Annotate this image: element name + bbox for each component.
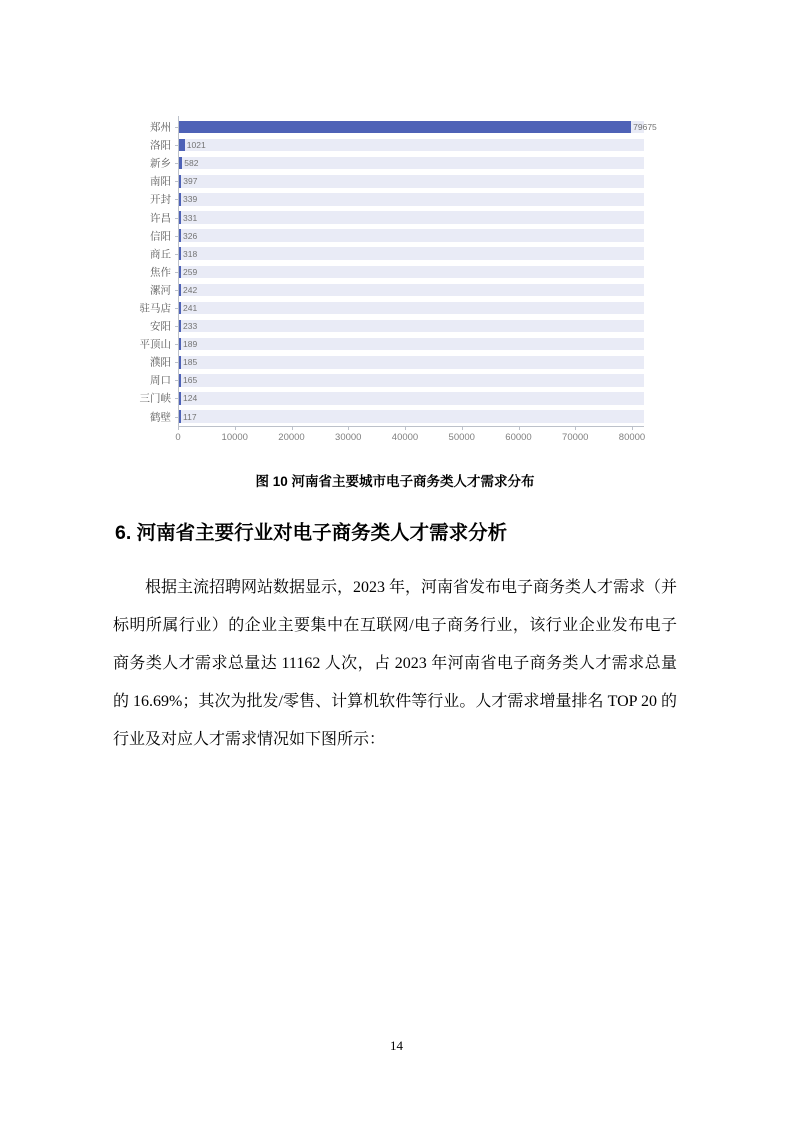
bar-track <box>179 356 644 369</box>
category-label: 平顶山 <box>139 338 171 351</box>
y-tick-mark <box>175 199 179 200</box>
y-tick-mark <box>175 290 179 291</box>
category-label: 驻马店 <box>139 302 171 315</box>
category-label: 许昌 <box>150 212 171 225</box>
chart-row <box>139 335 644 353</box>
y-tick-mark <box>175 127 179 128</box>
category-label: 商丘 <box>150 248 171 261</box>
value-label: 185 <box>183 357 198 368</box>
chart-row <box>150 154 644 172</box>
bar-track <box>179 284 644 297</box>
x-tick-label: 0 <box>175 431 181 443</box>
y-tick-mark <box>175 272 179 273</box>
x-tick-mark <box>575 427 576 430</box>
bar-track <box>179 157 644 170</box>
y-tick-mark <box>175 145 179 146</box>
x-tick-label: 40000 <box>391 431 419 443</box>
bar-chart <box>139 116 657 445</box>
bar-track <box>179 211 644 224</box>
value-label: 79675 <box>633 122 657 133</box>
x-tick-mark <box>235 427 236 430</box>
bar-track <box>179 139 644 152</box>
y-tick-mark <box>175 417 179 418</box>
value-label: 326 <box>183 230 198 241</box>
value-label: 189 <box>183 339 198 350</box>
bar-track <box>179 175 644 188</box>
body-paragraph: 根据主流招聘网站数据显示，2023 年，河南省发布电子商务类人才需求（并标明所属行业）的企业主要集中在互联网/电子商务行业，该行业企业发布电子商务类人才需求总量达 11162 人次，占 2023 年河南省电子商务类人才需求总量的 16.69%；其次为批发/零售、计算机软件等行业。人才需求增量排名 TOP 20 的行业及对应人才需求情况如下图所示： <box>113 579 678 748</box>
value-label: 117 <box>183 411 197 422</box>
x-tick-label: 50000 <box>448 431 475 443</box>
chart-row <box>150 263 644 281</box>
y-tick-mark <box>175 380 179 381</box>
bar-track <box>179 320 644 333</box>
y-tick-mark <box>175 236 179 237</box>
x-tick-mark <box>348 427 349 430</box>
y-tick-mark <box>175 163 179 164</box>
bar-track <box>179 229 644 242</box>
value-label: 1021 <box>186 140 206 151</box>
x-tick-label: 80000 <box>618 431 646 443</box>
category-label: 新乡 <box>150 157 171 170</box>
chart-row <box>150 190 644 208</box>
chart-row <box>150 371 644 389</box>
bar-track <box>179 410 644 423</box>
value-label: 124 <box>183 393 198 404</box>
x-tick-mark <box>292 427 293 430</box>
y-tick-mark <box>175 218 179 219</box>
x-tick-mark <box>632 427 633 430</box>
value-label: 233 <box>183 321 198 332</box>
category-label: 郑州 <box>150 121 171 134</box>
x-tick-mark <box>519 427 520 430</box>
x-tick-label: 60000 <box>505 431 532 443</box>
bar <box>179 121 631 134</box>
chart-row <box>150 172 644 190</box>
x-tick-mark <box>462 427 463 430</box>
chart-row <box>150 353 644 371</box>
chart-row <box>150 317 644 335</box>
chart-row <box>150 245 644 263</box>
value-label: 318 <box>183 248 198 259</box>
y-tick-mark <box>175 362 179 363</box>
value-label: 582 <box>184 158 199 169</box>
x-axis <box>175 427 646 445</box>
category-label: 焦作 <box>150 266 171 279</box>
value-label: 397 <box>183 176 198 187</box>
bar-track <box>179 338 644 351</box>
x-tick-mark <box>405 427 406 430</box>
chart-row <box>150 227 644 245</box>
category-label: 濮阳 <box>150 356 171 369</box>
bar-track <box>179 302 644 315</box>
x-tick-label: 20000 <box>278 431 305 443</box>
chart-row <box>139 389 644 407</box>
x-tick-label: 70000 <box>562 431 589 443</box>
category-label: 洛阳 <box>150 139 171 152</box>
category-label: 漯河 <box>150 284 171 297</box>
bar-track <box>179 374 644 387</box>
bar-track <box>179 266 644 279</box>
x-tick-label: 30000 <box>335 431 362 443</box>
chart-plot-area <box>139 116 657 427</box>
value-label: 339 <box>183 194 198 205</box>
x-tick-label: 10000 <box>221 431 248 443</box>
chart-row <box>150 118 657 136</box>
bar-track <box>179 392 644 405</box>
y-tick-mark <box>175 181 179 182</box>
value-label: 165 <box>183 375 198 386</box>
chart-row <box>139 299 644 317</box>
category-label: 鹤壁 <box>150 411 171 424</box>
category-label: 信阳 <box>150 230 171 243</box>
category-label: 安阳 <box>150 320 171 333</box>
y-tick-mark <box>175 398 179 399</box>
figure-caption: 图 10 河南省主要城市电子商务类人才需求分布 <box>255 474 535 489</box>
category-label: 周口 <box>150 374 171 387</box>
chart-row <box>150 208 644 226</box>
y-tick-mark <box>175 308 179 309</box>
category-label: 三门峡 <box>139 392 171 405</box>
value-label: 331 <box>183 212 198 223</box>
chart-row <box>150 281 644 299</box>
y-tick-mark <box>175 344 179 345</box>
value-label: 242 <box>183 284 198 295</box>
x-tick-mark <box>178 427 179 430</box>
section-heading: 6. 河南省主要行业对电子商务类人才需求分析 <box>115 522 508 544</box>
bar-track <box>179 247 644 260</box>
category-label: 南阳 <box>150 175 171 188</box>
chart-row <box>150 408 644 426</box>
page-number: 14 <box>390 1038 403 1053</box>
chart-row <box>150 136 644 154</box>
category-label: 开封 <box>150 193 171 206</box>
y-tick-mark <box>175 254 179 255</box>
value-label: 259 <box>183 266 198 277</box>
y-tick-mark <box>175 326 179 327</box>
value-label: 241 <box>183 302 198 313</box>
bar-track <box>179 193 644 206</box>
